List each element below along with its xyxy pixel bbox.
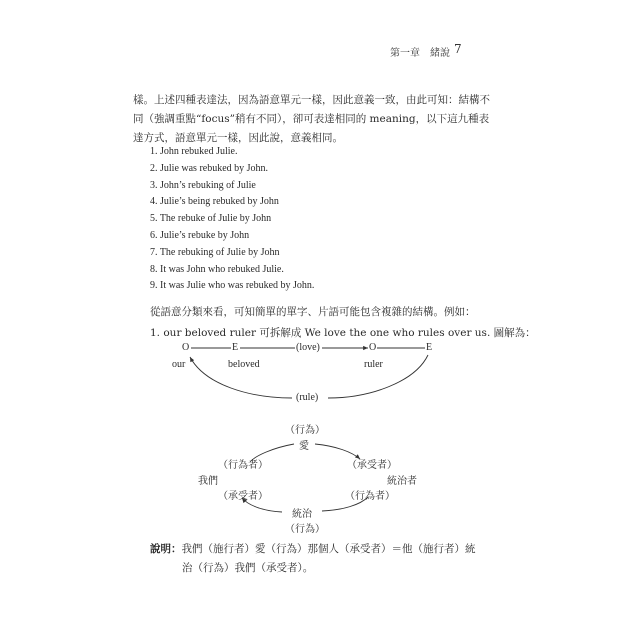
node-e1: E bbox=[232, 342, 239, 353]
agent-bottom-label: （行為者） bbox=[345, 491, 395, 502]
page-number: 7 bbox=[454, 42, 462, 56]
ruler-zh-label: 統治者 bbox=[387, 476, 417, 487]
list-item: 9. It was Julie who was rebuked by John. bbox=[150, 280, 315, 292]
example-1-heading: 1. our beloved ruler 可拆解成 We love the one who rules over us. 圖解為： bbox=[150, 327, 536, 339]
list-item: 7. The rebuking of Julie by John bbox=[150, 246, 280, 258]
love-zh-label: 愛 bbox=[299, 441, 309, 452]
agent-top-label: （行為者） bbox=[218, 460, 268, 471]
semantic-note: 從語意分類來看，可知簡單的單字、片語可能包含複雜的結構。例如： bbox=[150, 306, 476, 318]
beloved-label: beloved bbox=[228, 359, 260, 370]
patient-top-label: （承受者） bbox=[347, 460, 397, 471]
rule-label: (rule) bbox=[296, 392, 319, 403]
we-label: 我們 bbox=[198, 476, 218, 487]
list-item: 1. John rebuked Julie. bbox=[150, 146, 238, 157]
list-item: 8. It was John who rebuked Julie. bbox=[150, 263, 284, 275]
node-o1: O bbox=[182, 342, 190, 353]
act-bottom-label: （行為） bbox=[285, 524, 325, 535]
ruler-label: ruler bbox=[364, 359, 383, 370]
act-top-label: （行為） bbox=[285, 425, 325, 436]
explanation-label: 說明： bbox=[150, 543, 182, 555]
node-o2: O bbox=[369, 342, 377, 353]
love-label: (love) bbox=[296, 342, 320, 353]
chapter-title: 第一章 緒說 bbox=[390, 48, 450, 59]
list-item: 2. Julie was rebuked by John. bbox=[150, 162, 269, 174]
list-item: 3. John’s rebuking of Julie bbox=[150, 179, 256, 191]
node-e2: E bbox=[426, 342, 433, 353]
list-item: 5. The rebuke of Julie by John bbox=[150, 213, 272, 225]
patient-bottom-label: （承受者） bbox=[218, 491, 268, 502]
intro-paragraph: 樣。上述四種表達法，因為語意單元一樣，因此意義一致，由此可知：結構不同（強調重點“focus”稍有不同），卻可表達相同的 meaning，以下這九種表達方式，語意單元一樣，因此說，意義相同。 bbox=[133, 94, 490, 144]
our-label: our bbox=[172, 359, 186, 370]
list-item: 4. Julie’s being rebuked by John bbox=[150, 196, 279, 208]
explanation-line1: 我們（施行者）愛（行為）那個人（承受者）＝他（施行者）統 bbox=[181, 543, 476, 555]
list-item: 6. Julie’s rebuke by John bbox=[150, 229, 250, 241]
rule-zh-label: 統治 bbox=[292, 509, 312, 520]
explanation-line2: 治（行為）我們（承受者）。 bbox=[182, 562, 314, 574]
explanation bbox=[150, 540, 500, 578]
